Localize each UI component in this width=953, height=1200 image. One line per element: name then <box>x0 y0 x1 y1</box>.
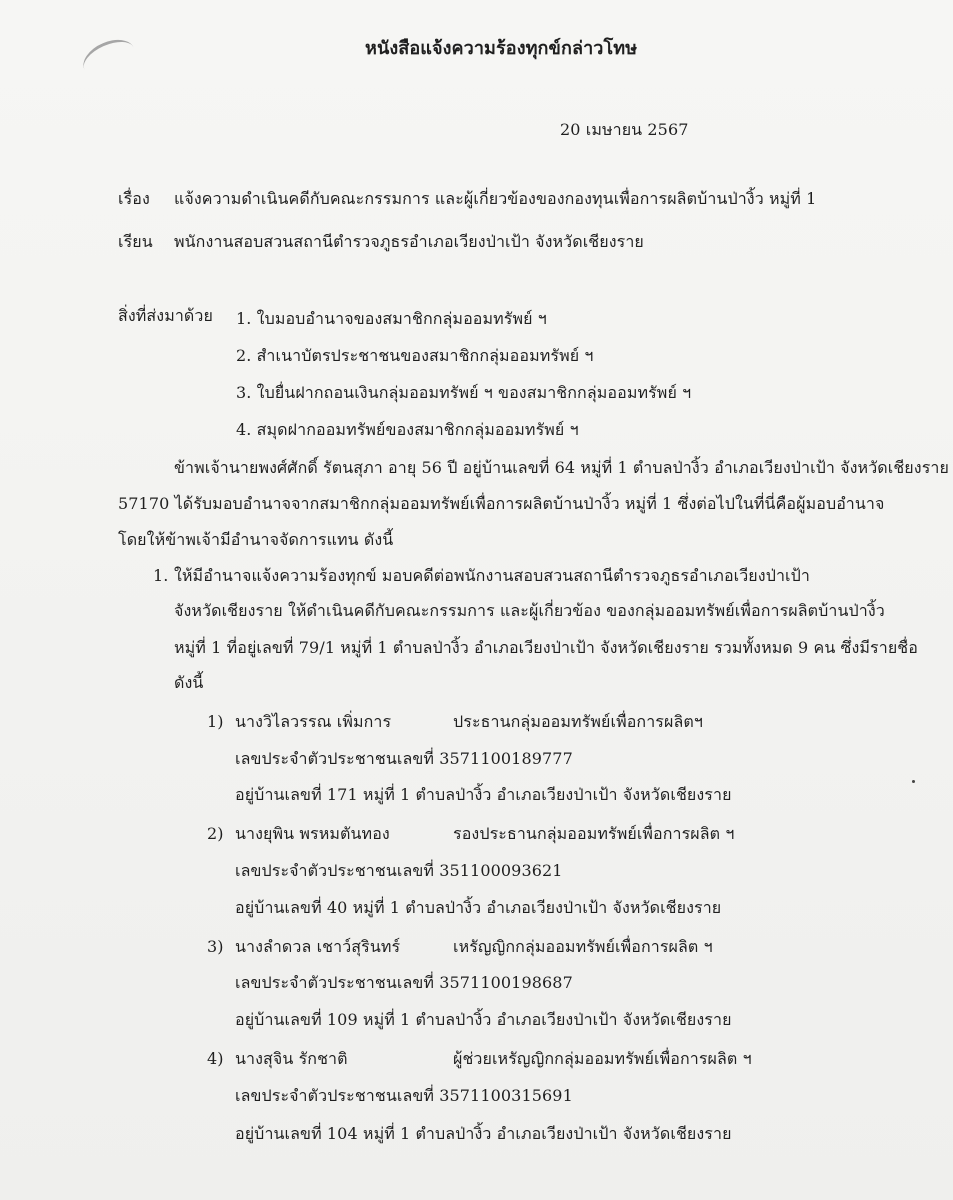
recipient-text: พนักงานสอบสวนสถานีตำรวจภูธรอำเภอเวียงป่าเป้า จังหวัดเชียงราย <box>174 232 644 251</box>
person-role: เหรัญญิกกลุ่มออมทรัพย์เพื่อการผลิต ฯ <box>453 937 713 956</box>
person-address: อยู่บ้านเลขที่ 40 หมู่ที่ 1 ตำบลป่างิ้ว อำเภอเวียงป่าเป้า จังหวัดเชียงราย <box>235 898 722 917</box>
person-name: นางวิไลวรรณ เพิ่มการ <box>235 712 392 731</box>
person-id: เลขประจำตัวประชาชนเลขที่ 3571100198687 <box>235 973 573 992</box>
attachment-item: 3. ใบยื่นฝากถอนเงินกลุ่มออมทรัพย์ ฯ ของสมาชิกกลุ่มออมทรัพย์ ฯ <box>236 383 692 402</box>
ink-dot <box>912 780 915 783</box>
person-name: นางยุพิน พรหมตันทอง <box>235 824 390 843</box>
subject-text: แจ้งความดำเนินคดีกับคณะกรรมการ และผู้เกี่ยวข้องของกองทุนเพื่อการผลิตบ้านป่างิ้ว หมู่ที่ 1 <box>174 189 817 208</box>
subject-label: เรื่อง <box>118 189 150 208</box>
person-id: เลขประจำตัวประชาชนเลขที่ 3571100315691 <box>235 1086 573 1105</box>
attachment-item: 2. สำเนาบัตรประชาชนของสมาชิกกลุ่มออมทรัพย์ ฯ <box>236 346 594 365</box>
paragraph-line: 57170 ได้รับมอบอำนาจจากสมาชิกกลุ่มออมทรัพย์เพื่อการผลิตบ้านป่างิ้ว หมู่ที่ 1 ซึ่งต่อไปในที่นี่คือผู้มอบอำนาจ <box>118 494 885 513</box>
person-role: ประธานกลุ่มออมทรัพย์เพื่อการผลิตฯ <box>453 712 703 731</box>
person-name: นางลำดวล เชาว์สุรินทร์ <box>235 937 401 956</box>
person-address: อยู่บ้านเลขที่ 171 หมู่ที่ 1 ตำบลป่างิ้ว อำเภอเวียงป่าเป้า จังหวัดเชียงราย <box>235 785 732 804</box>
item-line: ให้มีอำนาจแจ้งความร้องทุกข์ มอบคดีต่อพนักงานสอบสวนสถานีตำรวจภูธรอำเภอเวียงป่าเป้า <box>174 566 810 585</box>
document-date: 20 เมษายน 2567 <box>560 120 689 139</box>
item-line: หมู่ที่ 1 ที่อยู่เลขที่ 79/1 หมู่ที่ 1 ตำบลป่างิ้ว อำเภอเวียงป่าเป้า จังหวัดเชียงราย รวมทั้งหมด 9 คน ซึ่งมีรายชื่อ <box>174 638 918 657</box>
person-id: เลขประจำตัวประชาชนเลขที่ 3571100189777 <box>235 749 573 768</box>
recipient-label: เรียน <box>118 232 153 251</box>
person-role: รองประธานกลุ่มออมทรัพย์เพื่อการผลิต ฯ <box>453 824 735 843</box>
document-title: หนังสือแจ้งความร้องทุกข์กล่าวโทษ <box>365 38 638 59</box>
attachment-item: 1. ใบมอบอำนาจของสมาชิกกลุ่มออมทรัพย์ ฯ <box>236 309 547 328</box>
person-number: 3) <box>207 937 224 956</box>
item-number: 1. <box>153 566 169 585</box>
paragraph-line: โดยให้ข้าพเจ้ามีอำนาจจัดการแทน ดังนี้ <box>118 530 394 549</box>
attachment-item: 4. สมุดฝากออมทรัพย์ของสมาชิกกลุ่มออมทรัพย์ ฯ <box>236 420 579 439</box>
person-id: เลขประจำตัวประชาชนเลขที่ 351100093621 <box>235 861 563 880</box>
person-number: 4) <box>207 1049 224 1068</box>
person-name: นางสุจิน รักชาติ <box>235 1049 348 1068</box>
person-number: 1) <box>207 712 224 731</box>
person-role: ผู้ช่วยเหรัญญิกกลุ่มออมทรัพย์เพื่อการผลิต ฯ <box>453 1049 752 1068</box>
person-address: อยู่บ้านเลขที่ 104 หมู่ที่ 1 ตำบลป่างิ้ว อำเภอเวียงป่าเป้า จังหวัดเชียงราย <box>235 1124 732 1143</box>
attachments-label: สิ่งที่ส่งมาด้วย <box>118 306 213 325</box>
item-line: จังหวัดเชียงราย ให้ดำเนินคดีกับคณะกรรมการ และผู้เกี่ยวข้อง ของกลุ่มออมทรัพย์เพื่อการผลิตบ้านป่างิ้ว <box>174 601 885 620</box>
person-number: 2) <box>207 824 224 843</box>
paragraph-line: ข้าพเจ้านายพงศ์ศักดิ์ รัตนสุภา อายุ 56 ปี อยู่บ้านเลขที่ 64 หมู่ที่ 1 ตำบลป่างิ้ว อำเภอเวียงป่าเป้า จังหวัดเชียงราย <box>174 458 949 477</box>
person-address: อยู่บ้านเลขที่ 109 หมู่ที่ 1 ตำบลป่างิ้ว อำเภอเวียงป่าเป้า จังหวัดเชียงราย <box>235 1010 732 1029</box>
item-line: ดังนี้ <box>174 673 204 692</box>
staple-mark <box>78 32 141 84</box>
